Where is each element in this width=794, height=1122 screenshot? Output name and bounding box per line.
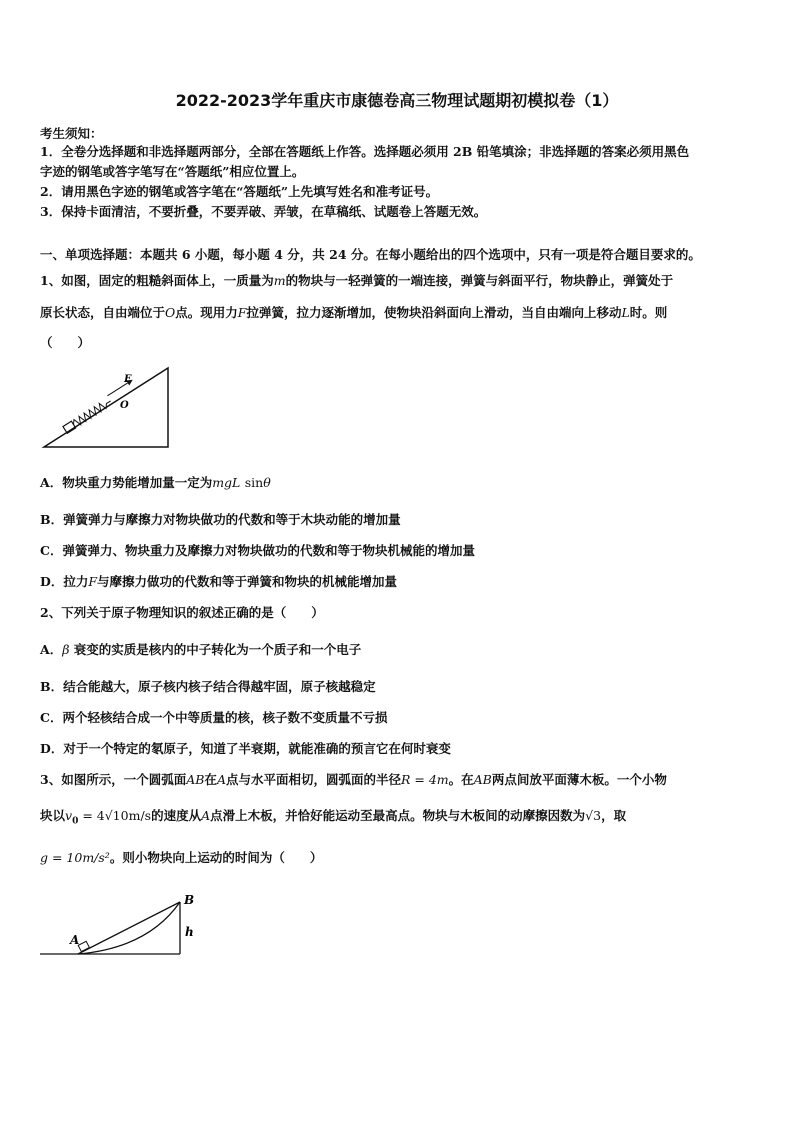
notice-heading: 考生须知： bbox=[40, 126, 103, 141]
q1-option-b[interactable]: B．弹簧弹力与摩擦力对物块做功的代数和等于木块动能的增加量 bbox=[40, 512, 401, 527]
q1-option-c[interactable]: C．弹簧弹力、物块重力及摩擦力对物块做功的代数和等于物块机械能的增加量 bbox=[40, 543, 475, 558]
q3-arc-figure bbox=[38, 892, 208, 962]
q3-fig-label-b: B bbox=[184, 893, 195, 907]
q3-stem-line-2: 块以$v_0 = 4√10m/s$的速度从A点滑上木板，并恰好能运动至最高点。物块与木板间的动摩擦因数为√3，取 bbox=[40, 808, 627, 827]
q1-spring bbox=[71, 398, 112, 428]
q2-option-d[interactable]: D．对于一个特定的氡原子，知道了半衰期，就能准确的预言它在何时衰变 bbox=[40, 741, 451, 756]
q3-fig-label-a: A bbox=[70, 933, 80, 947]
q1-fig-label-f: F bbox=[124, 374, 132, 385]
q1-answer-bracket: （ ） bbox=[40, 335, 91, 350]
q1-stem-line-1: 1、如图，固定的粗糙斜面体上，一质量为m的物块与一轻弹簧的一端连接，弹簧与斜面平行，物块静止，弹簧处于 bbox=[40, 273, 674, 288]
q1-incline-figure bbox=[40, 364, 175, 454]
page-title: 2022-2023学年重庆市康德卷高三物理试题期初模拟卷（1） bbox=[175, 91, 619, 110]
q2-stem: 2、下列关于原子物理知识的叙述正确的是（ ） bbox=[40, 605, 324, 620]
section-1-heading: 一、单项选择题：本题共 6 小题，每小题 4 分，共 24 分。在每小题给出的四个选项中，只有一项是符合题目要求的。 bbox=[40, 247, 701, 262]
q1-fig-label-o: O bbox=[120, 400, 129, 411]
q2-option-a[interactable]: A．β 衰变的实质是核内的中子转化为一个质子和一个电子 bbox=[40, 642, 362, 657]
q3-stem-line-1: 3、如图所示，一个圆弧面AB在A点与水平面相切，圆弧面的半径R = 4m。在AB两点间放平面薄木板。一个小物 bbox=[40, 772, 667, 787]
notice-line-3: 2．请用黑色字迹的钢笔或答字笔在“答题纸”上先填写姓名和准考证号。 bbox=[40, 184, 439, 199]
q1-option-a[interactable]: A．物块重力势能增加量一定为mgL sinθ bbox=[40, 475, 271, 490]
q1-option-d[interactable]: D．拉力F与摩擦力做功的代数和等于弹簧和物块的机械能增加量 bbox=[40, 574, 398, 589]
notice-line-4: 3．保持卡面清洁，不要折叠，不要弄破、弄皱，在草稿纸、试题卷上答题无效。 bbox=[40, 204, 487, 219]
q1-stem-line-2: 原长状态，自由端位于O点。现用力F拉弹簧，拉力逐渐增加，使物块沿斜面向上滑动，当自由端向上移动L时。则 bbox=[40, 305, 668, 320]
q3-stem-line-3: g = 10m/s²。则小物块向上运动的时间为（ ） bbox=[40, 850, 323, 865]
notice-line-2: 字迹的钢笔或答字笔写在“答题纸”相应位置上。 bbox=[40, 164, 305, 179]
notice-line-1: 1．全卷分选择题和非选择题两部分，全部在答题纸上作答。选择题必须用 2B 铅笔填涂；非选择题的答案必须用黑色 bbox=[40, 144, 690, 159]
q3-board bbox=[78, 902, 180, 954]
q2-option-c[interactable]: C．两个轻核结合成一个中等质量的核，核子数不变质量不亏损 bbox=[40, 710, 388, 725]
q3-block bbox=[78, 941, 89, 951]
q3-fig-label-h: h bbox=[185, 925, 194, 939]
q2-option-b[interactable]: B．结合能越大，原子核内核子结合得越牢固，原子核越稳定 bbox=[40, 679, 376, 694]
